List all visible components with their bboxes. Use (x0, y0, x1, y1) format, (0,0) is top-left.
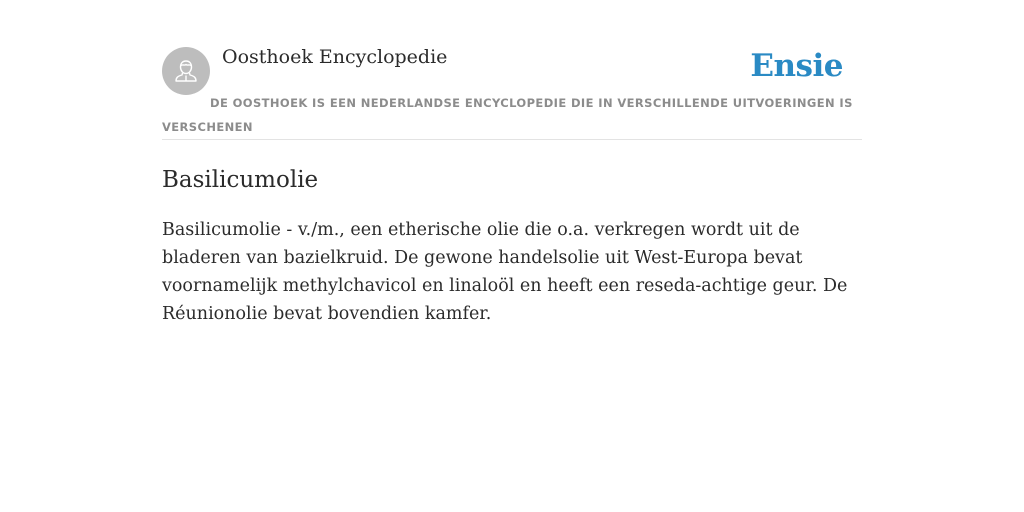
ensie-logo-link[interactable]: Ensie (750, 48, 843, 84)
article-title: Basilicumolie (162, 167, 319, 193)
avatar[interactable] (162, 47, 210, 95)
user-avatar-icon (171, 56, 201, 86)
article-body: Basilicumolie - v./m., een etherische olie die o.a. verkregen wordt uit de bladeren van bazielkruid. De gewone handelsolie uit West-Europa bevat voornamelijk methylchavicol en linaloöl en heeft een reseda-achtige geur. De Réunionolie bevat bovendien kamfer. (162, 220, 848, 324)
source-description: DE OOSTHOEK IS EEN NEDERLANDSE ENCYCLOPEDIE DIE IN VERSCHILLENDE UITVOERINGEN IS VERSCHENEN (162, 96, 853, 134)
source-header (162, 44, 862, 140)
content-container (162, 44, 862, 328)
source-name[interactable]: Oosthoek Encyclopedie (222, 46, 448, 68)
